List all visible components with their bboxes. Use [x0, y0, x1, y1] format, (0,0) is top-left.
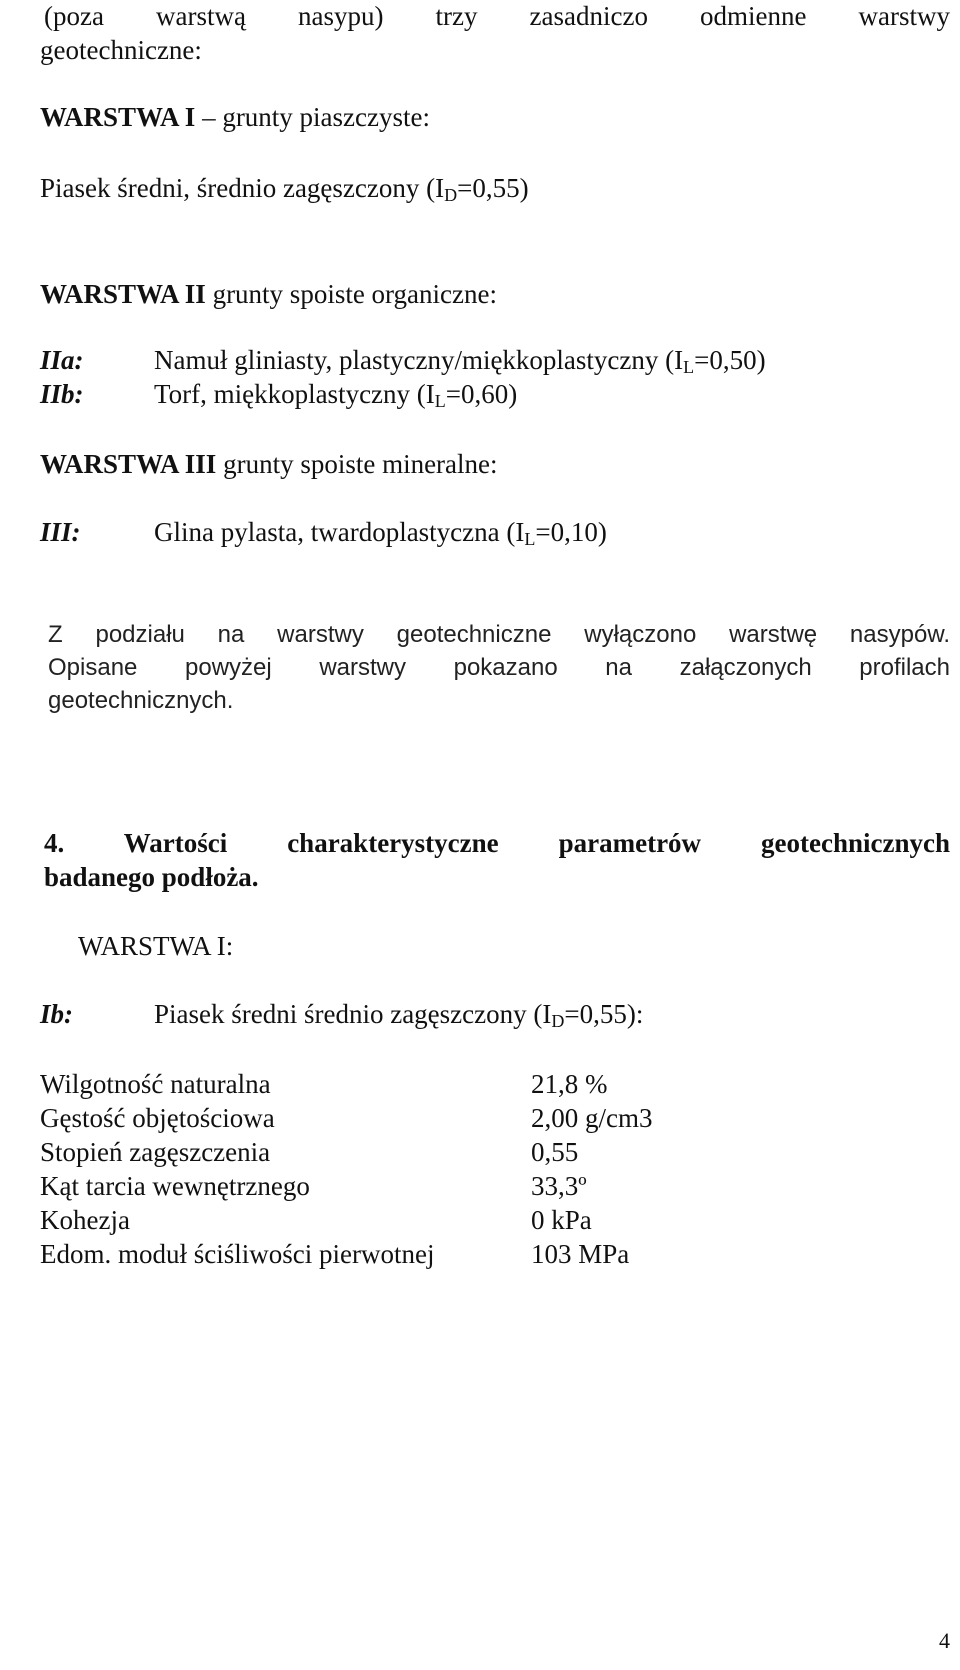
section-4-layer-soil-text: Piasek średni średnio zagęszczony (I	[154, 999, 552, 1029]
layer2a-soil-sub: L	[683, 357, 695, 377]
param-label: Stopień zagęszczenia	[40, 1137, 271, 1167]
note-line-3: geotechnicznych.	[48, 687, 234, 714]
section-4-layer-code	[40, 998, 73, 1030]
page-number: 4	[939, 1628, 950, 1653]
layer3-heading	[40, 448, 498, 480]
layer2b-soil-text: Torf, miękkoplastyczny (I	[154, 379, 435, 409]
layer3-heading-title: WARSTWA III	[40, 449, 217, 479]
layer2a-soil	[154, 344, 766, 376]
layer2-heading-desc: grunty spoiste organiczne:	[205, 279, 497, 309]
layer1-soil-text: Piasek średni, średnio zagęszczony (I	[40, 173, 445, 203]
section-4-heading-line-1: 4. Wartości charakterystyczne parametrów geotechnicznych	[44, 828, 950, 858]
layer2b-soil-sub: L	[434, 391, 446, 411]
section-4-layer-code-text: Ib:	[40, 999, 73, 1029]
layer1-heading	[40, 101, 430, 133]
layer2a-code: IIa:	[40, 345, 84, 375]
layer2-heading-title: WARSTWA II	[40, 279, 206, 309]
layer1-soil-value: =0,55)	[457, 173, 529, 203]
param-value: 2,00 g/cm3	[531, 1103, 653, 1133]
layer3-soil-text: Glina pylasta, twardoplastyczna (I	[154, 517, 525, 547]
section-4-layer-soil-sub: D	[551, 1011, 565, 1031]
layer2-item-code	[40, 378, 84, 410]
param-label: Kohezja	[40, 1205, 130, 1235]
layer1-heading-desc: – grunty piaszczyste:	[195, 102, 430, 132]
note-line-1: Z podziału na warstwy geotechniczne wyłączono warstwę nasypów.	[48, 621, 950, 648]
intro-line-2: geotechniczne:	[40, 35, 202, 65]
section-4-layer-soil	[154, 998, 643, 1030]
param-label: Wilgotność naturalna	[40, 1069, 271, 1099]
layer2b-code: IIb:	[40, 379, 84, 409]
note-paragraph	[48, 618, 950, 717]
layer1-heading-title: WARSTWA I	[40, 102, 196, 132]
layer1-soil-sub: D	[444, 185, 458, 205]
layer2-item-code	[40, 344, 84, 376]
layer2b-soil	[154, 378, 517, 410]
section-4-layer-soil-value: =0,55):	[564, 999, 644, 1029]
layer2a-soil-value: =0,50)	[694, 345, 766, 375]
param-value: 33,3º	[531, 1171, 587, 1201]
layer2b-soil-value: =0,60)	[445, 379, 518, 409]
param-value: 103 MPa	[531, 1239, 630, 1269]
param-label: Gęstość objętościowa	[40, 1103, 275, 1133]
layer3-soil-value: =0,10)	[535, 517, 607, 547]
note-line-2: Opisane powyżej warstwy pokazano na załączonych profilach	[48, 654, 950, 681]
layer3-heading-desc: grunty spoiste mineralne:	[216, 449, 498, 479]
layer3-code	[40, 516, 81, 548]
layer3-soil	[154, 516, 607, 548]
section-4-heading-line-2: badanego podłoża.	[44, 862, 259, 892]
layer3-code-text: III:	[40, 517, 81, 547]
param-label: Edom. moduł ściśliwości pierwotnej	[40, 1239, 435, 1269]
layer2-heading	[40, 278, 497, 310]
section-4-layer-heading: WARSTWA I:	[78, 931, 234, 961]
param-value: 0,55	[531, 1137, 579, 1167]
layer1-soil	[40, 172, 529, 204]
section-4-heading	[44, 826, 950, 894]
intro-line-1: (poza warstwą nasypu) trzy zasadniczo odmienne warstwy	[44, 1, 950, 31]
param-value: 0 kPa	[531, 1205, 592, 1235]
layer2a-soil-text: Namuł gliniasty, plastyczny/miękkoplastyczny (I	[154, 345, 684, 375]
layer3-soil-sub: L	[524, 529, 536, 549]
param-label: Kąt tarcia wewnętrznego	[40, 1171, 310, 1201]
param-value: 21,8 %	[531, 1069, 608, 1099]
